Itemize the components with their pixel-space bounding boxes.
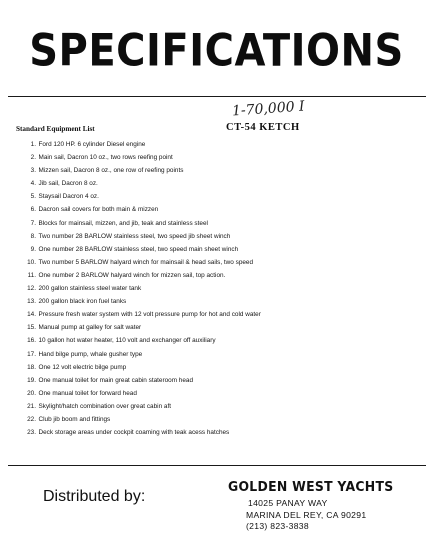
dealer-stamp <box>228 479 418 533</box>
list-item-text: Blocks for mainsail, mizzen, and jib, teak and stainless steel <box>38 219 208 227</box>
list-item <box>16 177 426 190</box>
list-item-text: One manual toilet for forward head <box>38 389 137 397</box>
equipment-list <box>16 138 426 439</box>
list-item <box>16 361 426 374</box>
list-item-text: Dacron sail covers for both main & mizzen <box>38 206 159 214</box>
list-item <box>16 334 426 347</box>
list-item <box>16 387 426 400</box>
list-item <box>16 308 426 321</box>
boat-model-label: CT-54 KETCH <box>226 122 300 133</box>
list-item-text: Two number 28 BARLOW stainless steel, two speed jib sheet winch <box>38 232 231 240</box>
list-item-number: 16. <box>27 337 36 345</box>
dealer-city-address: MARINA DEL REY, CA 90291 <box>246 509 367 520</box>
list-item <box>16 190 426 203</box>
top-divider <box>8 96 426 97</box>
equipment-list-heading: Standard Equipment List <box>16 125 95 133</box>
list-item-number: 15. <box>27 324 36 332</box>
list-item-number: 21. <box>27 402 36 410</box>
list-item-number: 8. <box>30 232 36 240</box>
list-item <box>16 282 426 295</box>
list-item-number: 9. <box>30 245 36 253</box>
list-item-text: Staysail Dacron 4 oz. <box>38 193 99 201</box>
list-item-text: One number 2 BARLOW halyard winch for mizzen sail, top action. <box>38 271 226 279</box>
list-item <box>16 321 426 334</box>
list-item-number: 1. <box>30 141 36 148</box>
list-item-number: 12. <box>27 285 36 293</box>
list-item-text: Skylight/hatch combination over great cabin aft <box>38 402 172 410</box>
list-item-number: 5. <box>30 193 36 201</box>
list-item-number: 7. <box>30 219 36 227</box>
dealer-street-address: 14025 PANAY WAY <box>248 498 328 508</box>
list-item-text: Two number 5 BARLOW halyard winch for mainsail & head sails, two speed <box>38 258 254 266</box>
list-item-text: Hand bilge pump, whale gusher type <box>38 350 143 358</box>
list-item-number: 22. <box>27 415 36 423</box>
list-item <box>16 138 426 151</box>
list-item <box>16 256 426 269</box>
list-item-text: Manual pump at galley for salt water <box>38 324 142 332</box>
dealer-phone: (213) 823-3838 <box>246 521 309 531</box>
list-item-number: 20. <box>27 389 36 397</box>
list-item-text: One 12 volt electric bilge pump <box>38 363 127 371</box>
list-item-text: Mizzen sail, Dacron 8 oz., one row of reefing points <box>38 167 184 175</box>
list-item-text: 10 gallon hot water heater, 110 volt and exchanger off auxiliary <box>38 337 216 345</box>
list-item <box>16 230 426 243</box>
list-item <box>16 295 426 308</box>
list-item <box>16 151 426 164</box>
list-item <box>16 243 426 256</box>
list-item <box>16 374 426 387</box>
list-item <box>16 269 426 282</box>
list-item-number: 3. <box>30 167 36 175</box>
list-item <box>16 348 426 361</box>
list-item-number: 2. <box>30 154 36 162</box>
list-item <box>16 203 426 216</box>
list-item-number: 17. <box>27 350 36 358</box>
list-item-number: 6. <box>30 206 36 214</box>
handwritten-price-note: 1-70,000 I <box>231 98 306 120</box>
list-item-text: Pressure fresh water system with 12 volt pressure pump for hot and cold water <box>38 311 261 319</box>
list-item-number: 13. <box>27 298 36 306</box>
list-item <box>16 426 426 439</box>
list-item <box>16 164 426 177</box>
list-item-number: 14. <box>27 311 36 319</box>
list-item-number: 23. <box>27 429 36 437</box>
list-item-text: Jib sail, Dacron 8 oz. <box>38 180 98 188</box>
list-item-text: Main sail, Dacron 10 oz., two rows reefing point <box>38 154 173 162</box>
list-item-text: Deck storage areas under cockpit coaming with teak acess hatches <box>38 429 230 437</box>
list-item-text: 200 gallon stainless steel water tank <box>38 285 142 293</box>
list-item <box>16 217 426 230</box>
list-item-text: One manual toilet for main great cabin stateroom head <box>38 376 194 384</box>
list-item-number: 19. <box>27 376 36 384</box>
list-item-text: One number 28 BARLOW stainless steel, two speed main sheet winch <box>38 245 239 253</box>
list-item-text: Club jib boom and fittings <box>38 415 111 423</box>
list-item-text: Ford 120 HP. 6 cylinder Diesel engine <box>38 141 146 148</box>
page-title: SPECIFICATIONS <box>29 25 404 77</box>
dealer-name: GOLDEN WEST YACHTS <box>228 479 394 495</box>
distributed-by-label: Distributed by: <box>43 488 146 505</box>
bottom-divider <box>8 465 426 466</box>
list-item-number: 4. <box>30 180 36 188</box>
list-item-number: 11. <box>27 271 36 279</box>
list-item <box>16 413 426 426</box>
list-item <box>16 400 426 413</box>
list-item-number: 18. <box>27 363 36 371</box>
list-item-text: 200 gallon black iron fuel tanks <box>38 298 127 306</box>
list-item-number: 10. <box>27 258 36 266</box>
